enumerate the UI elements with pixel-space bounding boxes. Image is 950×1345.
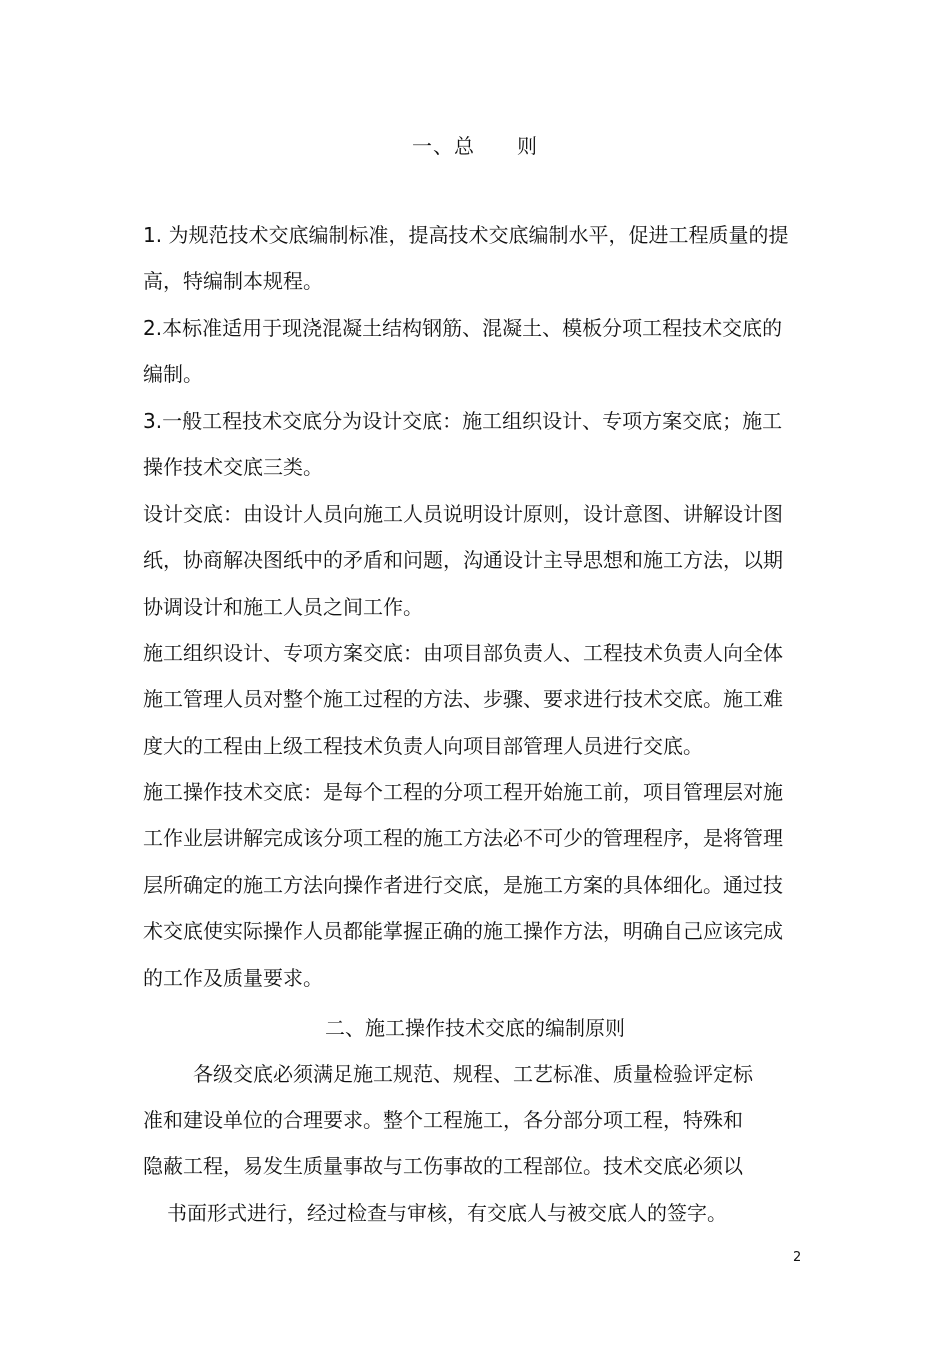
design-disclosure-paragraph: [143, 491, 813, 630]
clause-1-line-2: 高，特编制本规程。: [143, 269, 323, 294]
clause-3-line-2: 操作技术交底三类。: [143, 455, 323, 480]
clause-3: [143, 398, 813, 491]
construction-org-line-3: 度大的工程由上级工程技术负责人向项目部管理人员进行交底。: [143, 733, 703, 758]
section2-line-1: 各级交底必须满足施工规范、规程、工艺标准、质量检验评定标: [193, 1062, 753, 1086]
construction-org-disclosure-paragraph: [143, 630, 813, 769]
clause-2-line-2: 编制。: [143, 362, 203, 387]
section2-line-3: 隐蔽工程，易发生质量事故与工伤事故的工程部位。技术交底必须以: [143, 1154, 743, 1178]
clause-3-line-1: 3.一般工程技术交底分为设计交底：施工组织设计、专项方案交底；施工: [143, 409, 783, 433]
operation-disclosure-line-4: 术交底使实际操作人员都能掌握正确的施工操作方法，明确自己应该完成: [143, 919, 783, 944]
construction-org-line-2: 施工管理人员对整个施工过程的方法、步骤、要求进行技术交底。施工难: [143, 687, 783, 712]
construction-org-line-1: 施工组织设计、专项方案交底：由项目部负责人、工程技术负责人向全体: [143, 641, 783, 665]
operation-disclosure-line-2: 工作业层讲解完成该分项工程的施工方法必不可少的管理程序，是将管理: [143, 826, 783, 851]
design-disclosure-line-1: 设计交底：由设计人员向施工人员说明设计原则，设计意图、讲解设计图: [143, 502, 783, 526]
operation-disclosure-line-1: 施工操作技术交底：是每个工程的分项工程开始施工前，项目管理层对施: [143, 780, 783, 804]
section2-title: 二、施工操作技术交底的编制原则: [325, 1016, 625, 1040]
section2-line-2: 准和建设单位的合理要求。整个工程施工，各分部分项工程，特殊和: [143, 1108, 743, 1132]
page-number: 2: [793, 1250, 802, 1265]
design-disclosure-line-3: 协调设计和施工人员之间工作。: [143, 594, 423, 619]
operation-disclosure-paragraph: [143, 769, 813, 1001]
section2-line-4: 书面形式进行，经过检查与审核，有交底人与被交底人的签字。: [167, 1201, 727, 1225]
design-disclosure-line-2: 纸，协商解决图纸中的矛盾和问题，沟通设计主导思想和施工方法，以期: [143, 548, 783, 573]
clause-1: [143, 212, 813, 305]
section1-title: 一、总 则: [412, 134, 538, 158]
clause-2: [143, 305, 813, 398]
clause-2-line-1: 2.本标准适用于现浇混凝土结构钢筋、混凝土、模板分项工程技术交底的: [143, 316, 783, 340]
operation-disclosure-line-5: 的工作及质量要求。: [143, 965, 323, 990]
clause-1-line-1: 1. 为规范技术交底编制标准，提高技术交底编制水平，促进工程质量的提: [143, 223, 789, 247]
operation-disclosure-line-3: 层所确定的施工方法向操作者进行交底，是施工方案的具体细化。通过技: [143, 872, 783, 897]
